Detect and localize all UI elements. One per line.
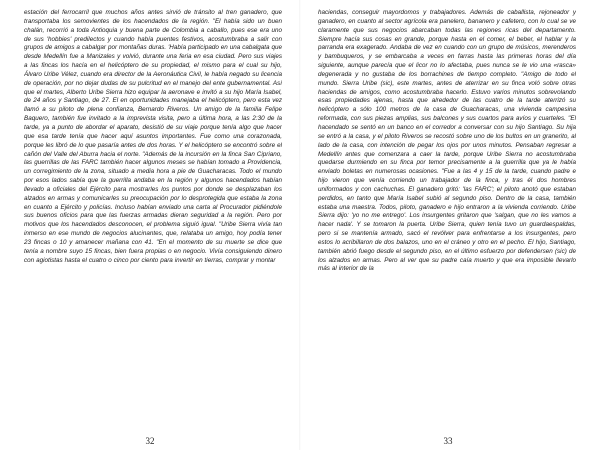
right-page bbox=[300, 0, 600, 450]
left-page-text bbox=[24, 9, 282, 434]
left-page-number: 32 bbox=[145, 436, 155, 446]
right-page-number: 33 bbox=[443, 436, 453, 446]
right-page-paragraph: haciendas, conseguir mayordomos y trabajadores. Además de caballista, rejoneador y ganadero, en cuanto al sector agrícola era panelero, bananero y cafetero, con lo cual se ve claramente que sus negocios abarcaban todas las regiones ricas del departamento. Siempre hacía sus cosas en grande, porque hasta en el comer, el beber, el hablar y la parranda era exagerado. Andaba de vez en cuando con un grupo de músicos, merenderos y bambuqueros, y se embarcaba a veces en farras hasta las primeras horas del día siguiente, aunque parecía que el licor no lo afectaba, pues nunca se le vio una «rasca» degenerada y no gustaba de los borrachines de tiempo completo. "Amigo de todo el mundo. Sierra Uribe (sic), este martes, antes de aterrizar en su finca voló sobre otras haciendas de amigos, como acostumbraba hacerlo. Estuvo varios minutos sobrevolando esas propiedades ajenas, hasta que alrededor de las cuatro de la tarde aterrizó su helicóptero a sólo 100 metros de la casa de Guacharacas, una vivienda campesina reformada, con sus piezas amplias, sus balcones y sus cuartos para avíos y cuarteles. "El hacendado se sentó en un banco en el corredor a conversar con su hijo Santiago. Su hija se entró a la casa, y el piloto Riveros se recostó sobre uno de los bultos en un granerito, al lado de la casa, con intención de pegar los ojos por unos minutos. Pensaban regresar a Medellín antes que comenzara a caer la tarde, porque Uribe Sierra no acostumbraba quedarse durmiendo en su finca por temor precisamente a la guerrilla que ya le había enviado boletas en numerosas ocasiones. "Fue a las 4 y 15 de la tarde, cuando padre e hijo vieron que venía corriendo un trabajador de la finca, y tras él dos hombres uniformados y con cachuchas. El ganadero gritó: 'las FARC'; el piloto anotó que estaban perdidos, en tanto que María Isabel subió al segundo piso. Dentro de la casa, también estaba una maestra. Todos, piloto, ganadero e hijo entraron a la vivienda corriendo. Uribe Sierra dijo: 'yo no me entrego'. Los insurgentes gritaron que 'salgan, que no les vamos a hacer nada'. Y se tomaron la puerta. Uribe Sierra, quien tenía tuvo un guardaespaldas, pero si se mantenía armado, sacó el revólver para enfrentarse a los insurgentes, pero estos lo acribillaron de dos balazos, uno en el cráneo y otro en el pecho. El hijo, Santiago, también abrió fuego desde el segundo piso, en el último esfuerzo por defendersen (sic) de los alzados en armas. Pero al ver que su padre caía muerto y que era imposible llevarlo más al interior de la bbox=[318, 9, 576, 273]
right-page-text bbox=[318, 9, 576, 434]
left-page-paragraph: estación del ferrocarril que muchos años antes sirvió de tránsito al tren ganadero, que transportaba los semovientes de los hacendados de la región. "El había sido un buen chalán, recorrió a toda Antioquia y buena parte de Colombia a caballo, pues ese era uno de sus 'hobbies' predilectos y cuando había puentes festivos, acostumbraba a salir con grupos de amigos a cabalgar por montañas duras. 'Había participado en una cabalgata que desde Medellín fue a Manizales y volvió, durante una feria en esa ciudad. Pero sus viajes a las fincas los hacía en el helicóptero de su propiedad, el mismo para el cual su hijo, Álvaro Uribe Vélez, cuando era director de la Aeronáutica Civil, le había negado su licencia de operación, por no dejar dudas de su pulcritud en el manejo del ente gubernamental. Así que el martes, Alberto Uribe Sierra hizo equipar la aeronave e invitó a su hijo María Isabel, de 24 años y Santiago, de 27. El en oportunidades manejaba el helicóptero, pero esta vez llamó a su piloto de plena confianza, Bernardo Riveros. Un amigo de la familia Felipe Baquero, también fue invitado a la imprevista visita, pero a última hora, a las 2:30 de la tarde, ya a punto de abordar el aparato, desistió de su viaje porque tenía algo que hacer que esa tarde tenía que hacer aquí asuntos importantes. Fue como una corazonada, porque les libró de lo que pasaría antes de dos horas. Y el helicóptero se encontró sobre el cañón del Valle del Aburra hacia el norte. "Además de la incursión en la finca San Cipriano, las guerrillas de las FARC también hacer algunos meses se habían tomado a Providencia, un corregimiento de la zona, situado a media hora a pie de Guacharacas. Todo el mundo por esos lados sabía que la guerrilla andaba en la región y algunos hacendados habían llevado a oficiales del Ejército para mostrarles los puntos por donde se desplazaban los alzados en armas y comunicarles su preocupación por lo desprotegida que estaba la zona en cuanto a Ejército y policías. Incluso habían enviado una carta al Procurador pidiéndole sus buenos oficios para que las fuerzas armadas dieran seguridad a la región. Pero por motivos que los hacendados desconocen, el problema siguió igual. "Uribe Sierra vivía tan inmerso en ese mundo de negocios alucinantes, que, relataba un amigo, hoy podía tener 23 fincas o 10 y amanecer mañana con 41. "En el momento de su muerte se dice que tenía a nombre suyo 15 fincas, bien fuera propias o en negocio. Vivía consiguiendo dinero con agiotistas hasta el cuatro o cinco por ciento para invertir en tierras, comprar y montar bbox=[24, 9, 282, 264]
